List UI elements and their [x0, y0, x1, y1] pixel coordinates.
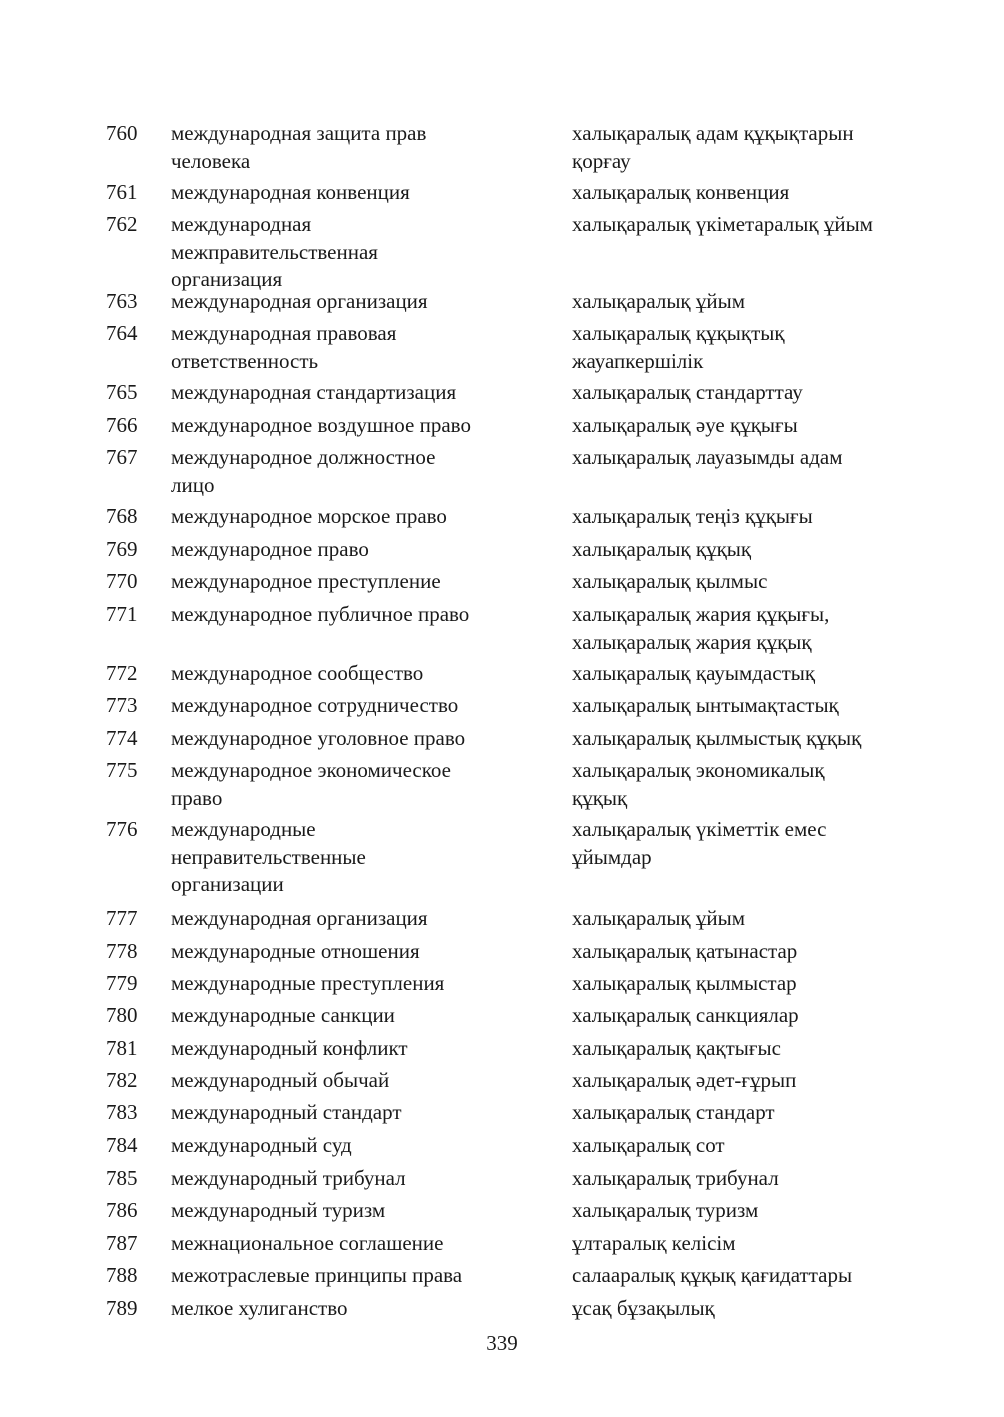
- entry-number: 762: [106, 212, 138, 236]
- kazakh-term: халықаралық қауымдастық: [572, 661, 816, 685]
- kazakh-term: салааралық құқық қағидаттары: [572, 1263, 853, 1287]
- kazakh-term: халықаралық стандарттау: [572, 380, 803, 404]
- kazakh-term: халықаралық санкциялар: [572, 1003, 799, 1027]
- kazakh-term: халықаралық қылмыстар: [572, 971, 797, 995]
- russian-term: международные преступления: [171, 971, 445, 995]
- russian-term: международное должностное лицо: [171, 445, 436, 497]
- russian-term: международное сотрудничество: [171, 693, 459, 717]
- russian-term: международное воздушное право: [171, 413, 471, 437]
- kazakh-term: халықаралық ынтымақтастық: [572, 693, 839, 717]
- kazakh-term: халықаралық қылмыстық құқық: [572, 726, 862, 750]
- entry-number: 770: [106, 569, 138, 593]
- kazakh-term: халықаралық туризм: [572, 1198, 759, 1222]
- russian-term: межотраслевые принципы права: [171, 1263, 463, 1287]
- kazakh-term: халықаралық трибунал: [572, 1166, 779, 1190]
- kazakh-term: халықаралық экономикалық құқық: [572, 758, 825, 810]
- entry-number: 760: [106, 121, 138, 145]
- entry-number: 779: [106, 971, 138, 995]
- russian-term: международные неправительственные организации: [171, 817, 366, 896]
- entry-number: 767: [106, 445, 138, 469]
- russian-term: международная конвенция: [171, 180, 410, 204]
- kazakh-term: халықаралық қатынастар: [572, 939, 798, 963]
- kazakh-term: халықаралық қылмыс: [572, 569, 768, 593]
- kazakh-term: халықаралық ұйым: [572, 906, 746, 930]
- entry-number: 781: [106, 1036, 138, 1060]
- russian-term: международные отношения: [171, 939, 420, 963]
- kazakh-term: халықаралық үкіметтік емес ұйымдар: [572, 817, 827, 869]
- kazakh-term: ұлтаралық келісім: [572, 1231, 736, 1255]
- entry-number: 761: [106, 180, 138, 204]
- russian-term: международный трибунал: [171, 1166, 406, 1190]
- entry-number: 769: [106, 537, 138, 561]
- russian-term: международное уголовное право: [171, 726, 466, 750]
- kazakh-term: халықаралық стандарт: [572, 1100, 775, 1124]
- russian-term: мелкое хулиганство: [171, 1296, 348, 1320]
- entry-number: 768: [106, 504, 138, 528]
- kazakh-term: халықаралық ұйым: [572, 289, 746, 313]
- entry-number: 784: [106, 1133, 138, 1157]
- kazakh-term: халықаралық құқықтық жауапкершілік: [572, 321, 785, 373]
- kazakh-term: халықаралық теңіз құқығы: [572, 504, 813, 528]
- entry-number: 777: [106, 906, 138, 930]
- entry-number: 771: [106, 602, 138, 626]
- page-number: 339: [486, 1331, 518, 1355]
- kazakh-term: халықаралық әуе құқығы: [572, 413, 798, 437]
- kazakh-term: халықаралық сот: [572, 1133, 725, 1157]
- entry-number: 763: [106, 289, 138, 313]
- russian-term: международная защита прав человека: [171, 121, 427, 173]
- russian-term: международный туризм: [171, 1198, 386, 1222]
- entry-number: 785: [106, 1166, 138, 1190]
- russian-term: международные санкции: [171, 1003, 395, 1027]
- entry-number: 774: [106, 726, 138, 750]
- entry-number: 778: [106, 939, 138, 963]
- kazakh-term: халықаралық әдет-ғұрып: [572, 1068, 797, 1092]
- russian-term: международная стандартизация: [171, 380, 457, 404]
- entry-number: 783: [106, 1100, 138, 1124]
- russian-term: международный стандарт: [171, 1100, 402, 1124]
- russian-term: международное сообщество: [171, 661, 424, 685]
- entry-number: 766: [106, 413, 138, 437]
- entry-number: 764: [106, 321, 138, 345]
- russian-term: международная межправительственная организация: [171, 212, 378, 291]
- russian-term: международный конфликт: [171, 1036, 408, 1060]
- entry-number: 765: [106, 380, 138, 404]
- kazakh-term: халықаралық үкіметаралық ұйым: [572, 212, 873, 236]
- entry-number: 780: [106, 1003, 138, 1027]
- entry-number: 789: [106, 1296, 138, 1320]
- russian-term: международное морское право: [171, 504, 447, 528]
- kazakh-term: халықаралық құқық: [572, 537, 752, 561]
- entry-number: 775: [106, 758, 138, 782]
- entry-number: 772: [106, 661, 138, 685]
- russian-term: международное публичное право: [171, 602, 470, 626]
- entry-number: 786: [106, 1198, 138, 1222]
- entry-number: 787: [106, 1231, 138, 1255]
- russian-term: международный суд: [171, 1133, 352, 1157]
- russian-term: международное преступление: [171, 569, 441, 593]
- entry-number: 782: [106, 1068, 138, 1092]
- russian-term: межнациональное соглашение: [171, 1231, 444, 1255]
- russian-term: международная организация: [171, 289, 428, 313]
- kazakh-term: халықаралық қақтығыс: [572, 1036, 781, 1060]
- kazakh-term: халықаралық адам құқықтарын қорғау: [572, 121, 854, 173]
- entry-number: 773: [106, 693, 138, 717]
- entry-number: 776: [106, 817, 138, 841]
- kazakh-term: ұсақ бұзақылық: [572, 1296, 715, 1320]
- kazakh-term: халықаралық конвенция: [572, 180, 790, 204]
- russian-term: международное экономическое право: [171, 758, 451, 810]
- kazakh-term: халықаралық жария құқығы, халықаралық жария құқық: [572, 602, 830, 654]
- entry-number: 788: [106, 1263, 138, 1287]
- russian-term: международный обычай: [171, 1068, 390, 1092]
- russian-term: международная организация: [171, 906, 428, 930]
- russian-term: международное право: [171, 537, 369, 561]
- russian-term: международная правовая ответственность: [171, 321, 397, 373]
- kazakh-term: халықаралық лауазымды адам: [572, 445, 843, 469]
